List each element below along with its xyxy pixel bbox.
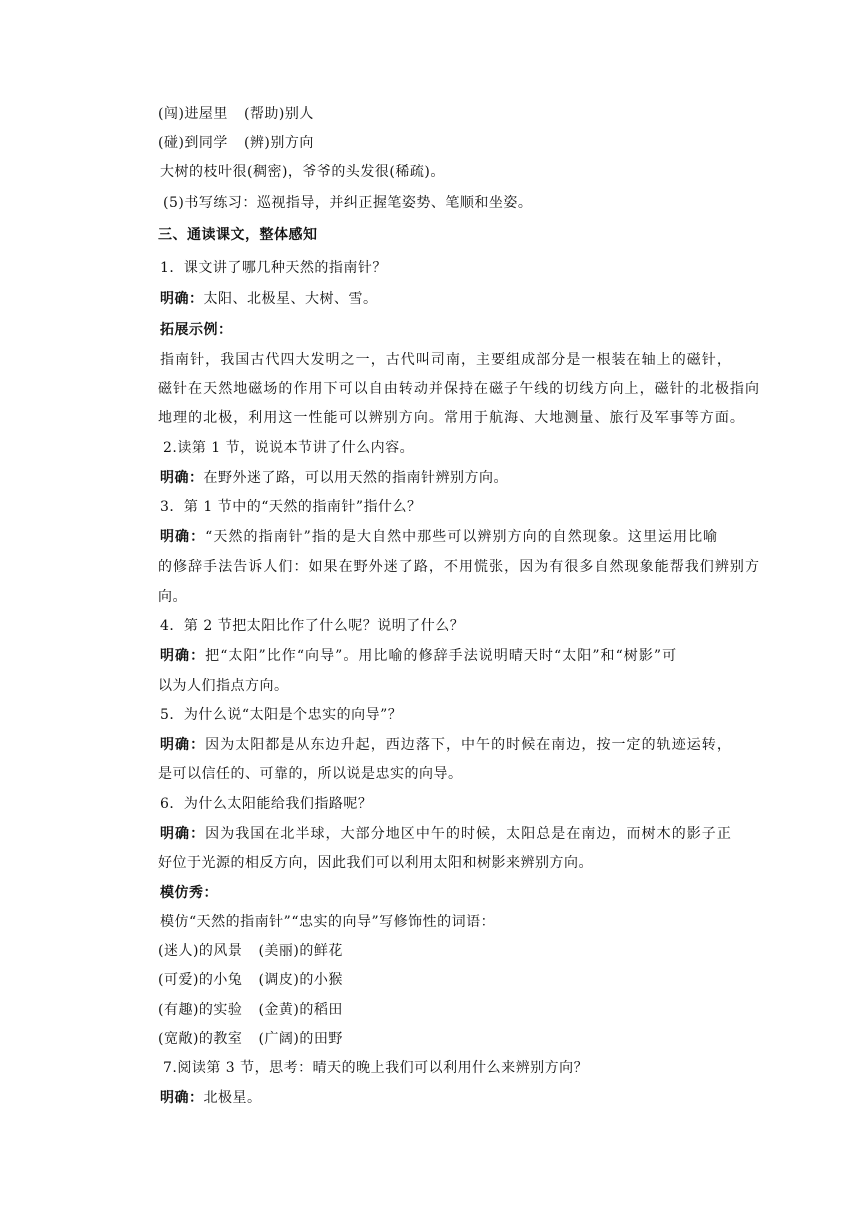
word-pair-line — [158, 133, 314, 153]
answer-text: 因为太阳都是从东边升起，西边落下，中午的时候在南边，按一定的轨迹运转， — [205, 737, 732, 753]
question-line: 3．第 1 节中的“天然的指南针”指什么？ — [160, 499, 422, 515]
answer-text: 太阳、北极星、大树、雪。 — [203, 291, 378, 307]
word-item: (可爱)的小兔 — [158, 972, 243, 988]
section-heading: 三、通读课文，整体感知 — [158, 227, 318, 243]
question-line: 4．第 2 节把太阳比作了什么呢？说明了什么？ — [160, 618, 465, 634]
question-line: 7.阅读第 3 节，思考：晴天的晚上我们可以利用什么来辨别方向？ — [163, 1060, 589, 1076]
answer-label: 明确： — [160, 529, 206, 545]
word-item: (辨)别方向 — [243, 135, 314, 151]
question-line: 5．为什么说“太阳是个忠实的向导”？ — [160, 707, 403, 723]
answer-line — [160, 289, 378, 309]
paragraph-line: 磁针在天然地磁场的作用下可以自由转动并保持在磁子午线的切线方向上，磁针的北极指向 — [158, 381, 760, 397]
answer-line — [160, 735, 732, 755]
word-item: (调皮)的小猴 — [258, 972, 343, 988]
answer-text: 把“太阳”比作“向导”。用比喻的修辞手法说明晴天时“太阳”和“树影”可 — [205, 648, 678, 664]
answer-line — [160, 646, 677, 666]
answer-text: 北极星。 — [203, 1090, 262, 1106]
paragraph-line: 好位于光源的相反方向，因此我们可以利用太阳和树影来辨别方向。 — [158, 855, 593, 871]
paragraph-line: 指南针，我国古代四大发明之一，古代叫司南，主要组成部分是一根装在轴上的磁针， — [160, 352, 732, 368]
word-item: (闯)进屋里 — [158, 106, 228, 122]
answer-label: 明确： — [160, 470, 204, 486]
word-pair-line — [158, 941, 343, 961]
subheading-imitation: 模仿秀： — [160, 885, 218, 901]
answer-line — [160, 824, 732, 844]
answer-line — [160, 468, 508, 488]
paragraph-line: 地理的北极，利用这一性能可以辨别方向。常用于航海、大地测量、旅行及军事等方面。 — [158, 410, 745, 426]
subheading-extension-example: 拓展示例： — [160, 322, 233, 338]
word-item: (帮助)别人 — [243, 106, 314, 122]
word-item: (金黄)的稻田 — [258, 1002, 343, 1018]
word-pair-line — [158, 104, 314, 124]
word-pair-line — [158, 1000, 343, 1020]
word-item: (迷人)的风景 — [158, 943, 243, 959]
body-text-line: (5)书写练习：巡视指导，并纠正握笔姿势、笔顺和坐姿。 — [163, 195, 533, 211]
instruction-line: 模仿“天然的指南针”“忠实的向导”写修饰性的词语： — [160, 914, 496, 930]
question-line: 1．课文讲了哪几种天然的指南针？ — [160, 260, 387, 276]
body-text-line: 大树的枝叶很(稠密)，爷爷的头发很(稀疏)。 — [160, 164, 445, 180]
answer-text: 在野外迷了路，可以用天然的指南针辨别方向。 — [203, 470, 508, 486]
answer-label: 明确： — [160, 737, 206, 753]
answer-line — [160, 1088, 262, 1108]
paragraph-line: 以为人们指点方向。 — [158, 678, 289, 694]
paragraph-line: 是可以信任的、可靠的，所以说是忠实的向导。 — [158, 766, 463, 782]
word-item: (碰)到同学 — [158, 135, 228, 151]
paragraph-line: 向。 — [158, 589, 187, 605]
answer-label: 明确： — [160, 648, 206, 664]
answer-line — [160, 527, 718, 547]
word-pair-line — [158, 970, 343, 990]
answer-label: 明确： — [160, 826, 206, 842]
word-pair-line — [158, 1029, 343, 1049]
answer-text: “天然的指南针”指的是大自然中那些可以辨别方向的自然现象。这里运用比喻 — [205, 529, 719, 545]
word-item: (广阔)的田野 — [258, 1031, 343, 1047]
question-line: 6．为什么太阳能给我们指路呢？ — [160, 796, 373, 812]
paragraph-line: 的修辞手法告诉人们：如果在野外迷了路，不用慌张，因为有很多自然现象能帮我们辨别方 — [158, 559, 760, 575]
word-item: (有趣)的实验 — [158, 1002, 243, 1018]
answer-text: 因为我国在北半球，大部分地区中午的时候，太阳总是在南边，而树木的影子正 — [205, 826, 732, 842]
question-line: 2.读第 1 节，说说本节讲了什么内容。 — [163, 440, 415, 456]
word-item: (美丽)的鲜花 — [258, 943, 343, 959]
answer-label: 明确： — [160, 291, 204, 307]
answer-label: 明确： — [160, 1090, 204, 1106]
word-item: (宽敞)的教室 — [158, 1031, 243, 1047]
